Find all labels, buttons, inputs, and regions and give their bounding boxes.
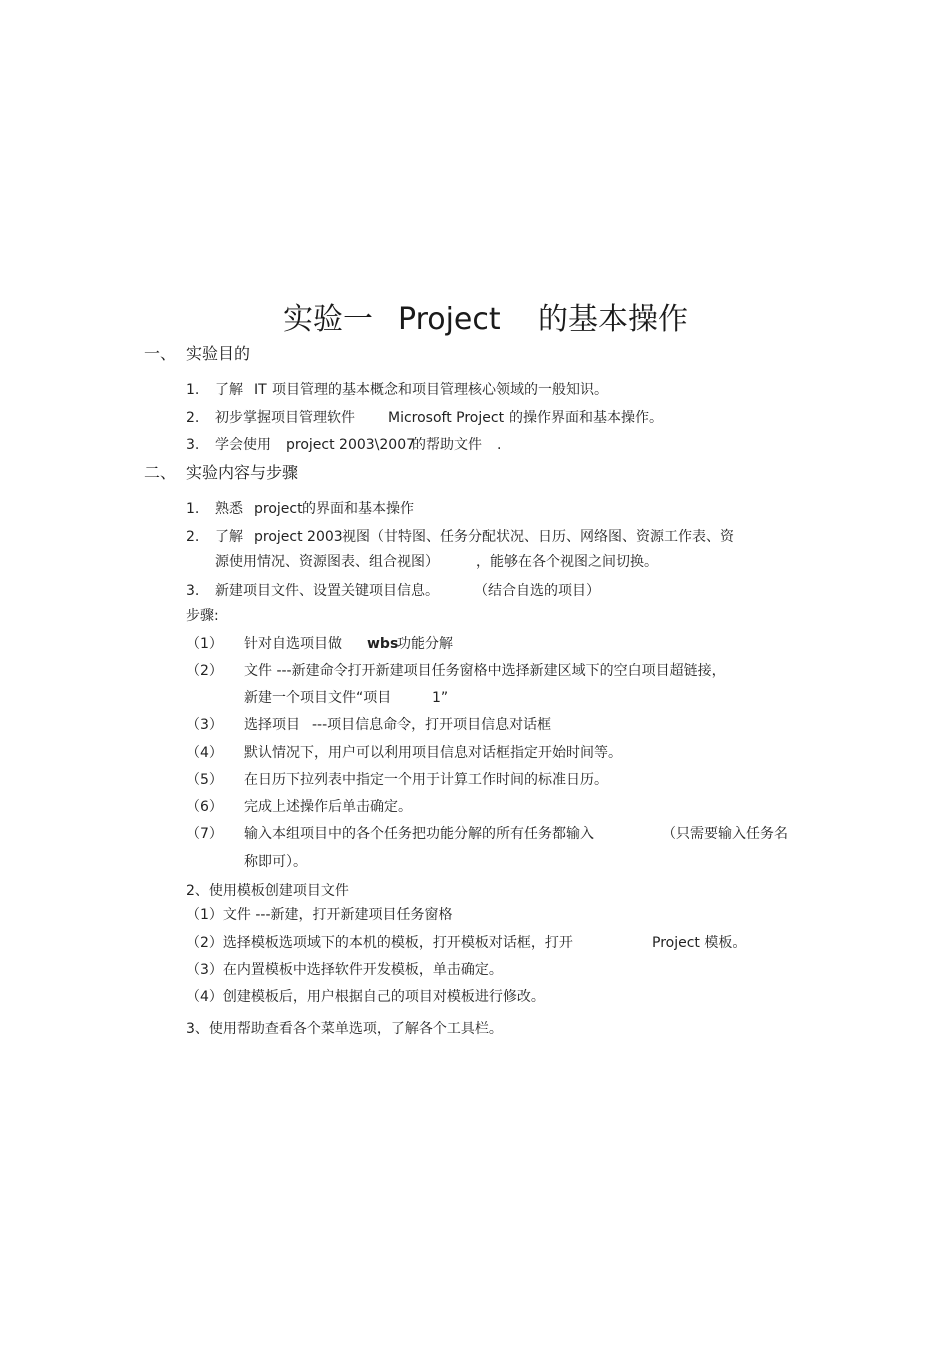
section-heading: 实验目的: [186, 344, 251, 363]
item-text: 初步掌握项目管理软件: [215, 410, 355, 426]
item-text: project 2003\2007: [286, 437, 416, 453]
step-number: （7）: [186, 826, 223, 842]
step-text: 完成上述操作后单击确定。: [244, 799, 412, 815]
item-text: IT: [254, 382, 267, 398]
step-text: ---项目信息命令，打开项目信息对话框: [312, 717, 552, 733]
item-text: .: [497, 437, 502, 453]
section-number: 二、: [144, 463, 177, 482]
step-number: （4）: [186, 745, 223, 761]
item-number: 1.: [186, 501, 200, 517]
step-number: （3）: [186, 717, 223, 733]
subsection-heading: 3、使用帮助查看各个菜单选项，了解各个工具栏。: [186, 1021, 503, 1037]
step-text: 针对自选项目做: [244, 636, 342, 652]
step-text: （只需要输入任务名: [662, 826, 788, 842]
item-number: 2.: [186, 410, 200, 426]
step-number: （1）: [186, 636, 223, 652]
step-text: 文件 ---新建命令打开新建项目任务窗格中选择新建区域下的空白项目超链接，: [244, 663, 726, 679]
list-item: Project 模板。: [652, 935, 747, 951]
list-item: （3）在内置模板中选择软件开发模板，单击确定。: [186, 962, 503, 978]
item-text: project 2003: [254, 529, 343, 545]
list-item: （2）选择模板选项域下的本机的模板，打开模板对话框，打开: [186, 935, 573, 951]
title-part-c: 的基本操作: [538, 302, 688, 337]
step-text: 1”: [432, 690, 449, 706]
title-part-b: Project: [398, 302, 501, 337]
item-text: 了解: [215, 529, 243, 545]
subsection-heading: 2、使用模板创建项目文件: [186, 883, 349, 899]
item-text: 的操作界面和基本操作。: [509, 410, 663, 426]
item-text: Microsoft Project: [388, 410, 505, 426]
item-text: 新建项目文件、设置关键项目信息。: [215, 583, 439, 599]
item-text: 了解: [215, 382, 243, 398]
section-heading: 实验内容与步骤: [186, 463, 299, 482]
item-number: 2.: [186, 529, 200, 545]
list-item: （4）创建模板后，用户根据自己的项目对模板进行修改。: [186, 989, 545, 1005]
item-text: 学会使用: [215, 437, 271, 453]
step-text: 在日历下拉列表中指定一个用于计算工作时间的标准日历。: [244, 772, 608, 788]
step-text: wbs: [367, 636, 399, 652]
step-text: 选择项目: [244, 717, 300, 733]
item-text: 项目管理的基本概念和项目管理核心领域的一般知识。: [272, 382, 608, 398]
item-text: project: [254, 501, 303, 517]
item-text: 视图（甘特图、任务分配状况、日历、网络图、资源工作表、资: [342, 529, 734, 545]
step-number: （6）: [186, 799, 223, 815]
item-text: 熟悉: [215, 501, 243, 517]
item-text: （结合自选的项目）: [474, 583, 600, 599]
step-text: 新建一个项目文件“项目: [244, 690, 392, 706]
list-item: （1）文件 ---新建，打开新建项目任务窗格: [186, 907, 453, 923]
section-number: 一、: [144, 344, 177, 363]
title-part-a: 实验一: [283, 302, 373, 337]
steps-label: 步骤:: [186, 608, 219, 624]
step-text: 称即可）。: [244, 854, 307, 870]
step-text: 输入本组项目中的各个任务把功能分解的所有任务都输入: [244, 826, 594, 842]
step-text: 功能分解: [397, 636, 453, 652]
item-text: 源使用情况、资源图表、组合视图）: [215, 554, 439, 570]
item-text: ，能够在各个视图之间切换。: [476, 554, 658, 570]
item-text: 的帮助文件: [412, 437, 482, 453]
step-number: （5）: [186, 772, 223, 788]
item-number: 3.: [186, 437, 200, 453]
item-number: 1.: [186, 382, 200, 398]
item-text: 的界面和基本操作: [302, 501, 414, 517]
item-number: 3.: [186, 583, 200, 599]
step-number: （2）: [186, 663, 223, 679]
step-text: 默认情况下，用户可以利用项目信息对话框指定开始时间等。: [244, 745, 622, 761]
